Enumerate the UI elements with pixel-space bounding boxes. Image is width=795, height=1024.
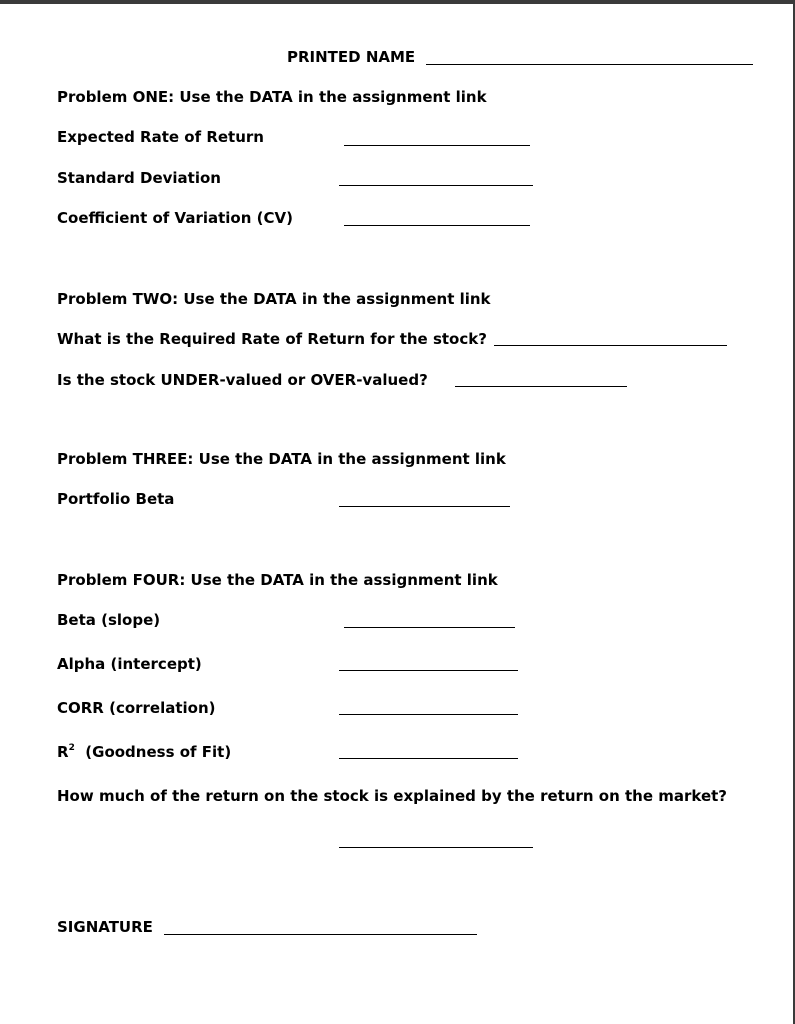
explained-return-field[interactable]	[339, 847, 533, 848]
alpha-intercept-field[interactable]	[339, 670, 518, 671]
beta-slope-label: Beta (slope)	[57, 611, 161, 629]
signature-field[interactable]	[164, 934, 477, 935]
required-return-field[interactable]	[494, 345, 727, 346]
signature-label: SIGNATURE	[57, 918, 153, 936]
problem-four-heading: Problem FOUR: Use the DATA in the assignment link	[57, 571, 498, 589]
correlation-field[interactable]	[339, 714, 518, 715]
problem-one-heading: Problem ONE: Use the DATA in the assignment link	[57, 88, 487, 106]
required-return-label: What is the Required Rate of Return for the stock?	[57, 330, 487, 348]
expected-return-label: Expected Rate of Return	[57, 128, 264, 146]
std-dev-field[interactable]	[339, 185, 533, 186]
problem-two-heading: Problem TWO: Use the DATA in the assignment link	[57, 290, 491, 308]
cv-label: Coefficient of Variation (CV)	[57, 209, 293, 227]
problem-three-heading: Problem THREE: Use the DATA in the assignment link	[57, 450, 506, 468]
valuation-field[interactable]	[455, 386, 627, 387]
alpha-intercept-label: Alpha (intercept)	[57, 655, 202, 673]
r-squared-base: R	[57, 743, 69, 761]
r-squared-text: (Goodness of Fit)	[74, 743, 232, 761]
correlation-label: CORR (correlation)	[57, 699, 216, 717]
portfolio-beta-label: Portfolio Beta	[57, 490, 175, 508]
printed-name-field[interactable]	[426, 64, 753, 65]
cv-field[interactable]	[344, 225, 530, 226]
portfolio-beta-field[interactable]	[339, 506, 510, 507]
std-dev-label: Standard Deviation	[57, 169, 221, 187]
top-border	[0, 0, 795, 4]
explained-return-question: How much of the return on the stock is explained by the return on the market?	[57, 787, 728, 805]
r-squared-label	[57, 743, 231, 761]
printed-name-label: PRINTED NAME	[287, 48, 416, 66]
r-squared-field[interactable]	[339, 758, 518, 759]
r-squared-superscript: 2	[68, 743, 75, 753]
beta-slope-field[interactable]	[344, 627, 515, 628]
valuation-label: Is the stock UNDER-valued or OVER-valued?	[57, 371, 428, 389]
expected-return-field[interactable]	[344, 145, 530, 146]
